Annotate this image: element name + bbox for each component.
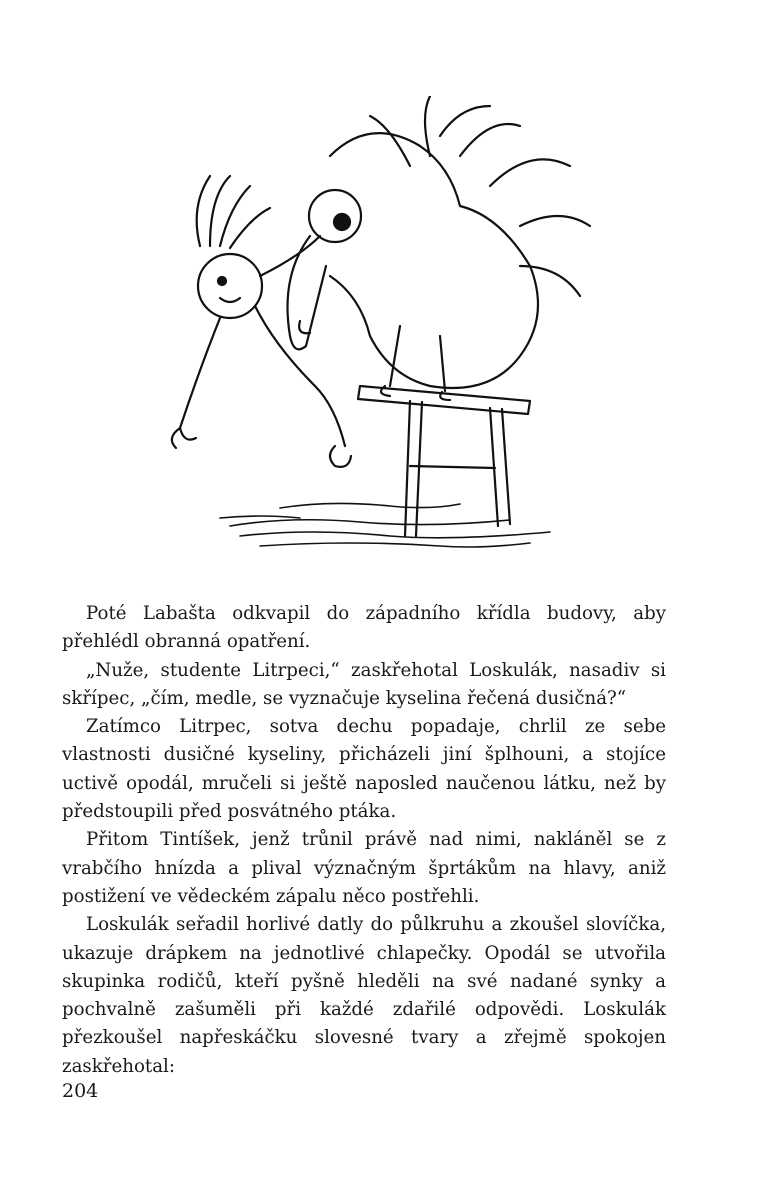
paragraph: „Nuže, studente Litrpeci,“ zaskřehotal Loskulák, nasadiv si skřípec, „čím, medle, se vyznačuje kyselina řečená dusičná?“ <box>62 659 666 709</box>
paragraph: Poté Labašta odkvapil do západního křídla budovy, aby přehlédl obranná opatření. <box>62 603 666 653</box>
bird-and-boy-illustration <box>160 96 608 564</box>
boy <box>172 176 351 467</box>
page-number: 204 <box>62 1080 99 1102</box>
ground-scribble <box>220 503 550 547</box>
body-text <box>62 600 666 1081</box>
paragraph: Loskulák seřadil horlivé datly do půlkruhu a zkoušel slovíčka, ukazuje drápkem na jednotlivé chlapečky. Opodál se utvořila skupinka rodičů, kteří pyšně hleděli na své nadané synky a pochvalně zašuměli při každé zdařilé odpovědi. Loskulák přezkoušel napřeskáčku slovesné tvary a zřejmě spokojen zaskřehotal: <box>62 914 666 1077</box>
paragraph: Přitom Tintíšek, jenž trůnil právě nad nimi, nakláněl se z vrabčího hnízda a plival význačným šprtákům na hlavy, aniž postižení ve vědeckém zápalu něco postřehli. <box>62 829 666 907</box>
paragraph: Zatímco Litrpec, sotva dechu popadaje, chrlil ze sebe vlastnosti dusičné kyseliny, přicházeli jiní šplhouni, a stojíce uctivě opodál, mručeli si ještě naposled naučenou látku, než by předstoupili před posvátného ptáka. <box>62 716 666 823</box>
bird <box>288 96 591 400</box>
perch-stand <box>358 386 530 536</box>
